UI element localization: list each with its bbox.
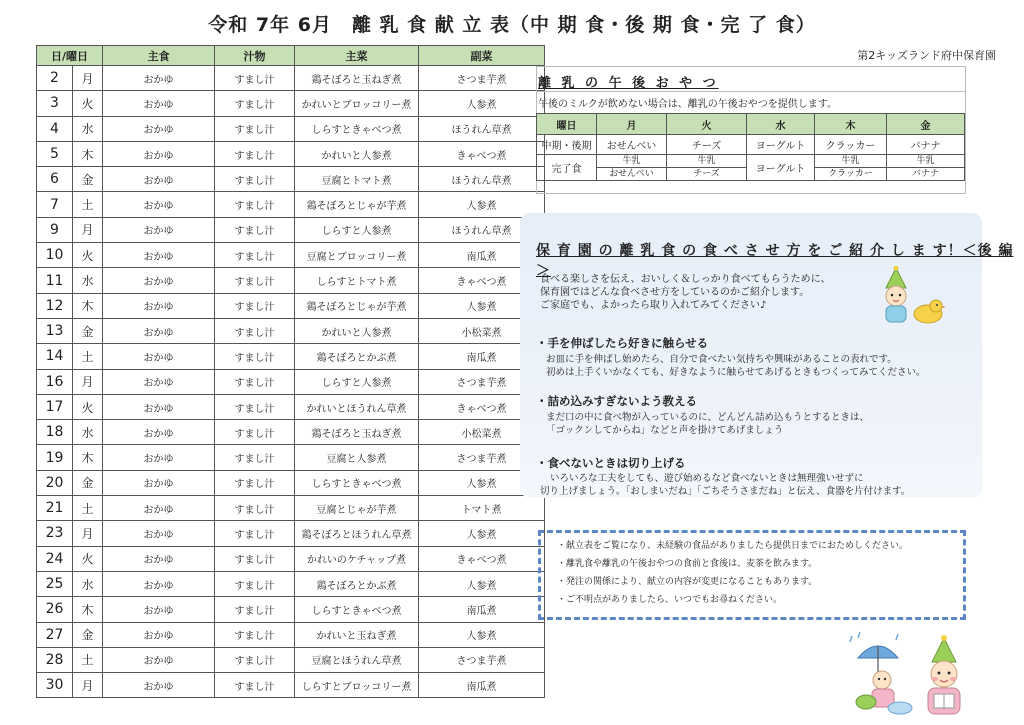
menu-main-dish: 鶏そぼろと玉ねぎ煮	[295, 420, 419, 445]
menu-main-dish: しらすときゃべつ煮	[295, 116, 419, 141]
menu-staple: おかゆ	[103, 445, 215, 470]
tip-line: いろいろな工夫をしても、遊び始めるなど食べないときは無理強いせずに	[550, 473, 864, 484]
menu-soup: すまし汁	[215, 470, 295, 495]
menu-row	[37, 268, 545, 293]
menu-staple: おかゆ	[103, 243, 215, 268]
menu-row	[37, 91, 545, 116]
menu-side-dish: 人参煮	[419, 571, 545, 596]
menu-side-dish: 人参煮	[419, 192, 545, 217]
menu-row	[37, 521, 545, 546]
menu-staple: おかゆ	[103, 420, 215, 445]
menu-weekday: 土	[73, 496, 103, 521]
menu-weekday: 火	[73, 546, 103, 571]
menu-day: 24	[37, 546, 73, 571]
menu-main-dish: 豆腐とじゃが芋煮	[295, 496, 419, 521]
menu-day: 21	[37, 496, 73, 521]
menu-staple: おかゆ	[103, 192, 215, 217]
menu-day: 27	[37, 622, 73, 647]
menu-row	[37, 394, 545, 419]
menu-row	[37, 597, 545, 622]
snack-row-label: 中期・後期	[537, 135, 597, 155]
menu-staple: おかゆ	[103, 293, 215, 318]
menu-day: 19	[37, 445, 73, 470]
menu-staple: おかゆ	[103, 597, 215, 622]
menu-row	[37, 673, 545, 698]
menu-day: 10	[37, 243, 73, 268]
menu-main-dish: かれいと人参煮	[295, 141, 419, 166]
snack-item: 牛乳	[841, 156, 860, 166]
children-umbrella-illustration	[846, 630, 976, 720]
menu-main-dish: 豆腐とほうれん草煮	[295, 647, 419, 672]
menu-side-dish: きゃべつ煮	[419, 546, 545, 571]
menu-weekday: 金	[73, 622, 103, 647]
tip-2-heading: ・詰め込みすぎないよう教える	[536, 394, 697, 408]
menu-side-dish: さつま芋煮	[419, 66, 545, 91]
snack-cell: ヨーグルト	[747, 155, 815, 181]
menu-row	[37, 369, 545, 394]
menu-weekday: 水	[73, 571, 103, 596]
menu-soup: すまし汁	[215, 217, 295, 242]
menu-main-dish: しらすとブロッコリー煮	[295, 673, 419, 698]
menu-weekday: 月	[73, 673, 103, 698]
snack-header-day: 曜日	[537, 114, 597, 135]
menu-soup: すまし汁	[215, 546, 295, 571]
tip-line: まだ口の中に食べ物が入っているのに、どんどん詰め込もうとするときは、	[546, 412, 870, 423]
tip-3-heading: ・食べないときは切り上げる	[536, 456, 686, 470]
menu-side-dish: 南瓜煮	[419, 243, 545, 268]
menu-main-dish: 鶏そぼろとかぶ煮	[295, 571, 419, 596]
menu-main-dish: 豆腐と人参煮	[295, 445, 419, 470]
menu-row	[37, 141, 545, 166]
tip-3-body	[540, 472, 910, 498]
menu-soup: すまし汁	[215, 369, 295, 394]
intro-line: ご家庭でも、よかったら取り入れてみてください♪	[540, 300, 767, 311]
menu-weekday: 火	[73, 91, 103, 116]
snack-item: おせんべい	[597, 167, 666, 180]
menu-side-dish: 人参煮	[419, 91, 545, 116]
menu-day: 6	[37, 167, 73, 192]
menu-side-dish: 人参煮	[419, 470, 545, 495]
feeding-tips-intro	[540, 273, 831, 312]
menu-weekday: 水	[73, 268, 103, 293]
snack-table	[536, 113, 965, 181]
menu-weekday: 金	[73, 470, 103, 495]
menu-day: 23	[37, 521, 73, 546]
menu-staple: おかゆ	[103, 622, 215, 647]
menu-main-dish: しらすとトマト煮	[295, 268, 419, 293]
menu-weekday: 土	[73, 647, 103, 672]
menu-main-dish: 鶏そぼろと玉ねぎ煮	[295, 66, 419, 91]
snack-cell: ヨーグルト	[747, 135, 815, 155]
menu-main-dish: かれいと人参煮	[295, 318, 419, 343]
snack-cell	[667, 155, 747, 181]
menu-day: 13	[37, 318, 73, 343]
snack-cell: バナナ	[887, 135, 965, 155]
snack-header-tue: 火	[667, 114, 747, 135]
menu-weekday: 木	[73, 445, 103, 470]
menu-weekday: 水	[73, 420, 103, 445]
menu-staple: おかゆ	[103, 318, 215, 343]
child-with-chick-illustration	[876, 266, 948, 326]
note-item: ・ ご不明点がありましたら、いつでもお尋ねください。	[557, 591, 963, 609]
menu-row	[37, 116, 545, 141]
menu-day: 17	[37, 394, 73, 419]
menu-row	[37, 167, 545, 192]
snack-cell	[597, 155, 667, 181]
menu-staple: おかゆ	[103, 496, 215, 521]
menu-side-dish: 人参煮	[419, 293, 545, 318]
menu-side-dish: 南瓜煮	[419, 597, 545, 622]
menu-weekday: 土	[73, 192, 103, 217]
menu-side-dish: きゃべつ煮	[419, 141, 545, 166]
snack-header-fri: 金	[887, 114, 965, 135]
tip-1-heading: ・手を伸ばしたら好きに触らせる	[536, 336, 709, 350]
header-soup: 汁物	[215, 46, 295, 66]
snack-cell: チーズ	[667, 135, 747, 155]
menu-side-dish: 小松菜煮	[419, 318, 545, 343]
menu-day: 3	[37, 91, 73, 116]
snack-item: クラッカー	[815, 167, 886, 180]
menu-row	[37, 647, 545, 672]
tip-1-body	[546, 353, 926, 379]
menu-day: 30	[37, 673, 73, 698]
menu-side-dish: 南瓜煮	[419, 673, 545, 698]
menu-weekday: 金	[73, 318, 103, 343]
menu-day: 20	[37, 470, 73, 495]
menu-weekday: 水	[73, 116, 103, 141]
menu-weekday: 月	[73, 66, 103, 91]
menu-soup: すまし汁	[215, 293, 295, 318]
menu-side-dish: ほうれん草煮	[419, 116, 545, 141]
menu-row	[37, 496, 545, 521]
menu-weekday: 火	[73, 243, 103, 268]
menu-soup: すまし汁	[215, 268, 295, 293]
menu-day: 11	[37, 268, 73, 293]
menu-main-dish: 豆腐とトマト煮	[295, 167, 419, 192]
menu-side-dish: トマト煮	[419, 496, 545, 521]
menu-soup: すまし汁	[215, 394, 295, 419]
menu-row	[37, 192, 545, 217]
menu-main-dish: 鶏そぼろとかぶ煮	[295, 344, 419, 369]
menu-side-dish: さつま芋煮	[419, 369, 545, 394]
menu-row	[37, 217, 545, 242]
nursery-name: 第2キッズランド府中保育園	[857, 49, 996, 62]
header-side: 副菜	[419, 46, 545, 66]
menu-main-dish: かれいとほうれん草煮	[295, 394, 419, 419]
tip-line: 初めは上手くいかなくても、好きなように触らせてあげるときもつくってみてください。	[546, 367, 926, 378]
menu-main-dish: かれいとブロッコリー煮	[295, 91, 419, 116]
menu-staple: おかゆ	[103, 66, 215, 91]
snack-header-row	[537, 114, 965, 135]
snack-title: 離 乳 の 午 後 お や つ	[538, 76, 719, 91]
page-title: 令和 7年 6月 離 乳 食 献 立 表（中 期 食・後 期 食・完 了 食）	[208, 14, 816, 36]
feeding-tips-title: 保 育 園 の 離 乳 食 の 食 べ さ せ 方 を ご 紹 介 し ま す！＜後 編＞	[536, 243, 1014, 279]
snack-header-thu: 木	[815, 114, 887, 135]
menu-row	[37, 293, 545, 318]
menu-main-dish: しらすときゃべつ煮	[295, 470, 419, 495]
menu-staple: おかゆ	[103, 647, 215, 672]
intro-line: 保育園ではどんな食べさせ方をしているのかご紹介します。	[540, 287, 810, 298]
menu-soup: すまし汁	[215, 318, 295, 343]
menu-staple: おかゆ	[103, 167, 215, 192]
menu-main-dish: しらすと人参煮	[295, 369, 419, 394]
menu-weekday: 月	[73, 217, 103, 242]
intro-line: 食べる楽しさを伝え、おいしく＆しっかり食べてもらうために、	[540, 274, 831, 285]
menu-weekday: 月	[73, 521, 103, 546]
menu-staple: おかゆ	[103, 344, 215, 369]
snack-cell: おせんべい	[597, 135, 667, 155]
menu-day: 14	[37, 344, 73, 369]
menu-soup: すまし汁	[215, 571, 295, 596]
menu-side-dish: ほうれん草煮	[419, 167, 545, 192]
menu-row	[37, 571, 545, 596]
snack-cell	[815, 155, 887, 181]
menu-row	[37, 318, 545, 343]
snack-item: 牛乳	[697, 156, 716, 166]
menu-side-dish: きゃべつ煮	[419, 394, 545, 419]
menu-weekday: 木	[73, 293, 103, 318]
header-staple: 主食	[103, 46, 215, 66]
snack-row-mid-late	[537, 135, 965, 155]
menu-side-dish: 南瓜煮	[419, 344, 545, 369]
menu-soup: すまし汁	[215, 420, 295, 445]
notes-box	[538, 530, 966, 620]
menu-main-dish: 鶏そぼろとじゃが芋煮	[295, 192, 419, 217]
menu-soup: すまし汁	[215, 445, 295, 470]
snack-header-wed: 水	[747, 114, 815, 135]
menu-main-dish: 鶏そぼろとほうれん草煮	[295, 521, 419, 546]
menu-soup: すまし汁	[215, 496, 295, 521]
menu-weekday: 木	[73, 141, 103, 166]
snack-item: バナナ	[887, 167, 964, 180]
menu-soup: すまし汁	[215, 622, 295, 647]
header-date: 日/曜日	[37, 46, 103, 66]
menu-weekday: 月	[73, 369, 103, 394]
snack-header-mon: 月	[597, 114, 667, 135]
note-item: ・ 献立表をご覧になり、未経験の食品がありましたら提供日までにおためしください。	[557, 537, 963, 555]
menu-row	[37, 66, 545, 91]
tip-line: 「ゴックンしてからね」などと声を掛けてあげましょう	[546, 425, 784, 436]
menu-main-dish: しらすときゃべつ煮	[295, 597, 419, 622]
menu-staple: おかゆ	[103, 673, 215, 698]
menu-staple: おかゆ	[103, 217, 215, 242]
menu-soup: すまし汁	[215, 66, 295, 91]
menu-day: 25	[37, 571, 73, 596]
menu-weekday: 土	[73, 344, 103, 369]
menu-side-dish: ほうれん草煮	[419, 217, 545, 242]
menu-day: 5	[37, 141, 73, 166]
menu-soup: すまし汁	[215, 243, 295, 268]
snack-cell	[887, 155, 965, 181]
menu-side-dish: 人参煮	[419, 521, 545, 546]
snack-item: チーズ	[667, 167, 746, 180]
menu-header-row	[37, 46, 545, 66]
tip-line: 切り上げましょう。「おしまいだね」「ごちそうさまだね」と伝え、食器を片付けます。	[540, 486, 911, 497]
tip-2-body	[546, 411, 869, 437]
menu-side-dish: 人参煮	[419, 622, 545, 647]
note-item: ・ 発注の関係により、献立の内容が変更になることもあります。	[557, 573, 963, 591]
snack-note: 午後のミルクが飲めない場合は、離乳の午後おやつを提供します。	[538, 99, 837, 110]
snack-item: 牛乳	[916, 156, 935, 166]
menu-side-dish: きゃべつ煮	[419, 268, 545, 293]
menu-staple: おかゆ	[103, 141, 215, 166]
menu-day: 16	[37, 369, 73, 394]
menu-soup: すまし汁	[215, 141, 295, 166]
weaning-menu-table	[36, 45, 545, 698]
note-item: ・ 離乳食や離乳の午後おやつの食前と食後は、麦茶を飲みます。	[557, 555, 963, 573]
menu-staple: おかゆ	[103, 546, 215, 571]
menu-soup: すまし汁	[215, 167, 295, 192]
menu-main-dish: しらすと人参煮	[295, 217, 419, 242]
menu-weekday: 火	[73, 394, 103, 419]
menu-day: 28	[37, 647, 73, 672]
menu-weekday: 金	[73, 167, 103, 192]
menu-staple: おかゆ	[103, 268, 215, 293]
menu-staple: おかゆ	[103, 394, 215, 419]
menu-side-dish: さつま芋煮	[419, 445, 545, 470]
menu-row	[37, 470, 545, 495]
menu-day: 26	[37, 597, 73, 622]
menu-staple: おかゆ	[103, 91, 215, 116]
menu-row	[37, 420, 545, 445]
snack-cell: クラッカー	[815, 135, 887, 155]
menu-row	[37, 243, 545, 268]
menu-staple: おかゆ	[103, 571, 215, 596]
menu-soup: すまし汁	[215, 344, 295, 369]
header-main: 主菜	[295, 46, 419, 66]
tip-line: お皿に手を伸ばし始めたら、自分で食べたい気持ちや興味があることの表れです。	[546, 354, 897, 365]
menu-soup: すまし汁	[215, 192, 295, 217]
menu-soup: すまし汁	[215, 91, 295, 116]
menu-staple: おかゆ	[103, 369, 215, 394]
menu-day: 9	[37, 217, 73, 242]
menu-row	[37, 445, 545, 470]
snack-row-complete	[537, 155, 965, 181]
menu-day: 18	[37, 420, 73, 445]
menu-soup: すまし汁	[215, 647, 295, 672]
menu-day: 7	[37, 192, 73, 217]
menu-day: 2	[37, 66, 73, 91]
menu-soup: すまし汁	[215, 521, 295, 546]
menu-main-dish: かれいと玉ねぎ煮	[295, 622, 419, 647]
menu-weekday: 木	[73, 597, 103, 622]
menu-soup: すまし汁	[215, 597, 295, 622]
menu-day: 4	[37, 116, 73, 141]
menu-main-dish: かれいのケチャップ煮	[295, 546, 419, 571]
menu-main-dish: 鶏そぼろとじゃが芋煮	[295, 293, 419, 318]
menu-soup: すまし汁	[215, 673, 295, 698]
menu-day: 12	[37, 293, 73, 318]
menu-side-dish: さつま芋煮	[419, 647, 545, 672]
menu-row	[37, 344, 545, 369]
snack-row-label: 完了食	[537, 155, 597, 181]
menu-side-dish: 小松菜煮	[419, 420, 545, 445]
menu-row	[37, 546, 545, 571]
menu-soup: すまし汁	[215, 116, 295, 141]
menu-row	[37, 622, 545, 647]
menu-staple: おかゆ	[103, 116, 215, 141]
snack-item: 牛乳	[622, 156, 641, 166]
menu-staple: おかゆ	[103, 470, 215, 495]
menu-staple: おかゆ	[103, 521, 215, 546]
menu-main-dish: 豆腐とブロッコリー煮	[295, 243, 419, 268]
